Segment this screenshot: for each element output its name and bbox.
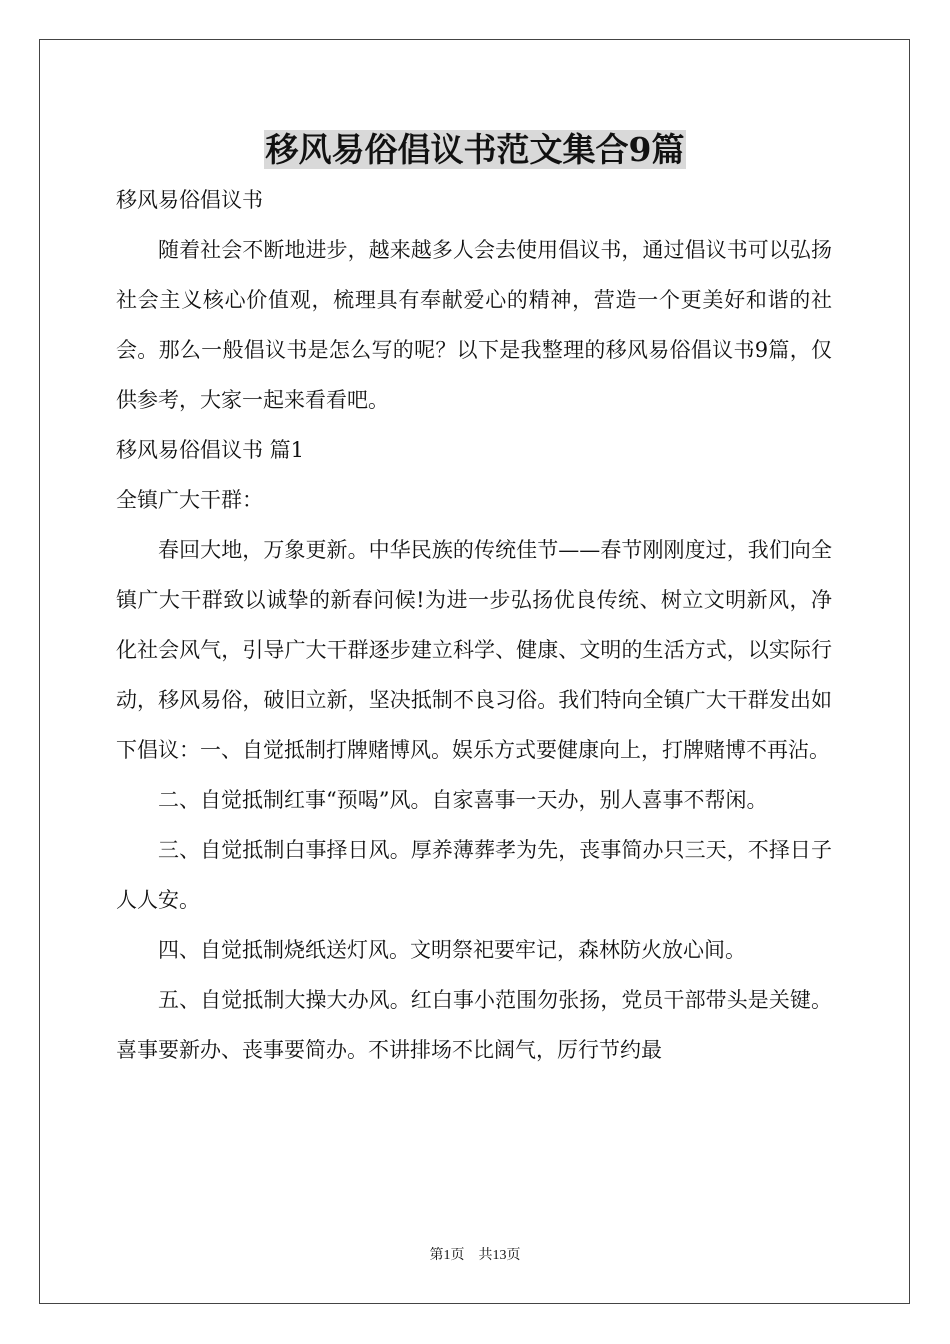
paragraph: 春回大地，万象更新。中华民族的传统佳节——春节刚刚度过，我们向全镇广大干群致以诚挚的新春问候!为进一步弘扬优良传统、树立文明新风，净化社会风气，引导广大干群逐步建立科学、健康、文明的生活方式，以实际行动，移风易俗，破旧立新，坚决抵制不良习俗。我们特向全镇广大干群发出如下倡议：一、自觉抵制打牌赌博风。娱乐方式要健康向上，打牌赌博不再沾。 xyxy=(116,538,832,762)
paragraph: 二、自觉抵制红事“预喝”风。自家喜事一天办，别人喜事不帮闲。 xyxy=(158,788,768,812)
paragraph: 三、自觉抵制白事择日风。厚养薄葬孝为先，丧事简办只三天，不择日子人人安。 xyxy=(116,838,832,912)
page-total: 共13页 xyxy=(478,1248,521,1263)
document-title-text: 移风易俗倡议书范文集合9篇 xyxy=(265,130,685,169)
paragraph: 四、自觉抵制烧纸送灯风。文明祭祀要牢记，森林防火放心间。 xyxy=(158,938,746,962)
document-body xyxy=(116,175,832,1075)
paragraph: 随着社会不断地进步，越来越多人会去使用倡议书，通过倡议书可以弘扬社会主义核心价值观，梳理具有奉献爱心的精神，营造一个更美好和谐的社会。那么一般倡议书是怎么写的呢？以下是我整理的移风易俗倡议书9篇，仅供参考，大家一起来看看吧。 xyxy=(116,238,832,412)
page-number: 第1页 xyxy=(429,1248,465,1263)
salutation: 全镇广大干群： xyxy=(116,488,263,512)
section-heading: 移风易俗倡议书 篇1 xyxy=(116,438,305,462)
page-footer xyxy=(0,1246,950,1266)
document-title xyxy=(0,128,950,172)
paragraph: 五、自觉抵制大操大办风。红白事小范围勿张扬，党员干部带头是关键。喜事要新办、丧事要简办。不讲排场不比阔气，厉行节约最 xyxy=(116,988,832,1062)
paragraph: 移风易俗倡议书 xyxy=(116,188,263,212)
